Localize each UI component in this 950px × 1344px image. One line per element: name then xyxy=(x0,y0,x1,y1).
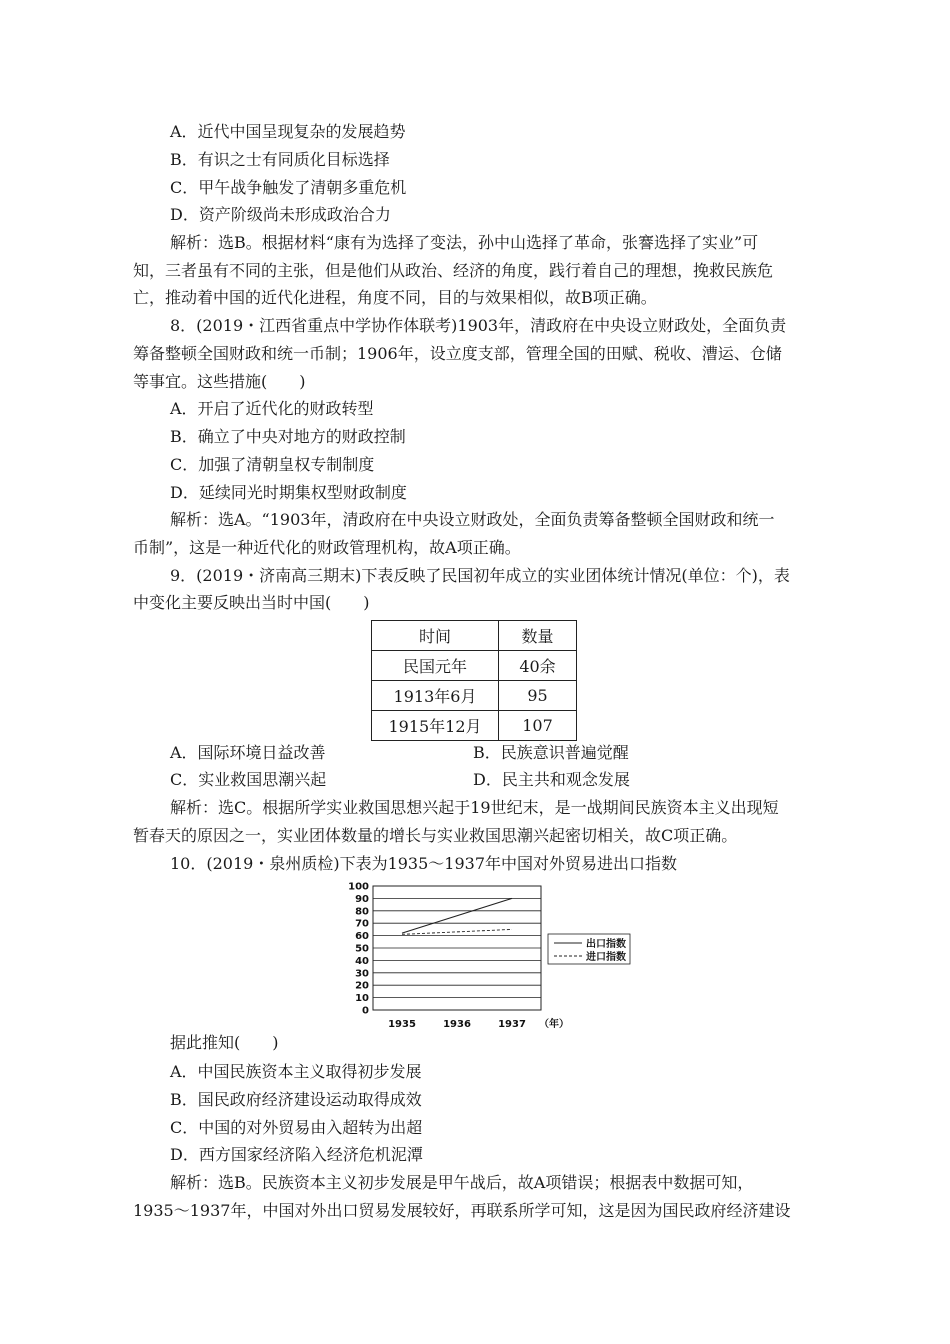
q8-stem-line-3: 等事宜。这些措施( ) xyxy=(133,372,306,391)
y-tick-label: 0 xyxy=(362,1005,369,1017)
x-tick-label: 1936 xyxy=(443,1019,471,1030)
table-cell-time: 1913年6月 xyxy=(372,681,499,711)
table-header-row xyxy=(372,621,577,651)
q9-option-a: A．国际环境日益改善 xyxy=(170,743,326,762)
table-row xyxy=(372,681,577,711)
q9-option-c: C．实业救国思潮兴起 xyxy=(170,770,327,789)
q7-option-d: D．资产阶级尚未形成政治合力 xyxy=(170,205,391,224)
y-tick-label: 20 xyxy=(355,980,369,992)
q8-option-d: D．延续同光时期集权型财政制度 xyxy=(170,483,407,502)
x-axis-label: （年） xyxy=(539,1019,569,1030)
q8-analysis-line-2: 币制”，这是一种近代化的财政管理机构，故A项正确。 xyxy=(133,538,521,557)
q8-stem-line-1: 8．(2019・江西省重点中学协作体联考)1903年，清政府在中央设立财政处，全面负责 xyxy=(170,316,787,335)
q7-option-c: C．甲午战争触发了清朝多重危机 xyxy=(170,178,407,197)
table-row xyxy=(372,711,577,741)
q9-analysis-line-1: 解析：选C。根据所学实业救国思想兴起于19世纪末，是一战期间民族资本主义出现短 xyxy=(170,798,779,817)
q10-option-a: A．中国民族资本主义取得初步发展 xyxy=(170,1062,422,1081)
y-tick-label: 10 xyxy=(355,993,369,1005)
q9-option-b: B．民族意识普遍觉醒 xyxy=(473,743,629,762)
q7-analysis-line-3: 亡，推动着中国的近代化进程，角度不同，目的与效果相似，故B项正确。 xyxy=(133,288,657,307)
table-row xyxy=(372,651,577,681)
table-cell-count: 40余 xyxy=(499,651,577,681)
q10-option-b: B．国民政府经济建设运动取得成效 xyxy=(170,1090,422,1109)
q8-option-b: B．确立了中央对地方的财政控制 xyxy=(170,427,406,446)
q10-stem: 10．(2019・泉州质检)下表为1935～1937年中国对外贸易进出口指数 xyxy=(170,854,678,873)
q8-option-a: A．开启了近代化的财政转型 xyxy=(170,399,374,418)
q8-option-c: C．加强了清朝皇权专制制度 xyxy=(170,455,375,474)
y-tick-label: 40 xyxy=(355,955,369,967)
y-tick-label: 100 xyxy=(348,881,369,893)
table-cell-time: 民国元年 xyxy=(372,651,499,681)
q9-stem-line-1: 9．(2019・济南高三期末)下表反映了民国初年成立的实业团体统计情况(单位：个)，表 xyxy=(170,566,790,585)
q10-analysis-line-2: 1935～1937年，中国对外出口贸易发展较好，再联系所学可知，这是因为国民政府经济建设 xyxy=(133,1201,791,1220)
trade-index-chart xyxy=(340,878,640,1033)
q9-option-d: D．民主共和观念发展 xyxy=(473,770,630,789)
series-line-export xyxy=(402,898,512,933)
q9-stem-line-2: 中变化主要反映出当时中国( ) xyxy=(133,593,370,612)
q10-after-chart: 据此推知( ) xyxy=(170,1033,279,1052)
q7-analysis-line-2: 知，三者虽有不同的主张，但是他们从政治、经济的角度，践行着自己的理想，挽救民族危 xyxy=(133,261,774,280)
table-header-count: 数量 xyxy=(499,621,577,651)
table-cell-count: 107 xyxy=(499,711,577,741)
q7-option-a: A．近代中国呈现复杂的发展趋势 xyxy=(170,122,406,141)
table-cell-count: 95 xyxy=(499,681,577,711)
q10-analysis-line-1: 解析：选B。民族资本主义初步发展是甲午战后，故A项错误；根据表中数据可知， xyxy=(170,1173,754,1192)
q9-analysis-line-2: 暂春天的原因之一，实业团体数量的增长与实业救国思潮兴起密切相关，故C项正确。 xyxy=(133,826,738,845)
q9-stat-table xyxy=(371,620,577,741)
legend-label: 出口指数 xyxy=(586,939,626,950)
q8-analysis-line-1: 解析：选A。“1903年，清政府在中央设立财政处，全面负责筹备整顿全国财政和统一 xyxy=(170,510,775,529)
q7-option-b: B．有识之士有同质化目标选择 xyxy=(170,150,390,169)
table-cell-time: 1915年12月 xyxy=(372,711,499,741)
y-tick-label: 60 xyxy=(355,931,369,943)
y-tick-label: 30 xyxy=(355,968,369,980)
q10-option-d: D．西方国家经济陷入经济危机泥潭 xyxy=(170,1145,423,1164)
table-header-time: 时间 xyxy=(372,621,499,651)
x-tick-label: 1937 xyxy=(498,1019,526,1030)
y-tick-label: 90 xyxy=(355,893,369,905)
y-tick-label: 80 xyxy=(355,906,369,918)
y-tick-label: 70 xyxy=(355,918,369,930)
y-tick-label: 50 xyxy=(355,943,369,955)
series-line-import xyxy=(402,929,512,934)
legend-label: 进口指数 xyxy=(586,952,626,963)
x-tick-label: 1935 xyxy=(388,1019,416,1030)
q10-option-c: C．中国的对外贸易由入超转为出超 xyxy=(170,1118,423,1137)
q8-stem-line-2: 筹备整顿全国财政和统一币制；1906年，设立度支部，管理全国的田赋、税收、漕运、仓储 xyxy=(133,344,782,363)
q7-analysis-line-1: 解析：选B。根据材料“康有为选择了变法，孙中山选择了革命，张謇选择了实业”可 xyxy=(170,233,759,252)
